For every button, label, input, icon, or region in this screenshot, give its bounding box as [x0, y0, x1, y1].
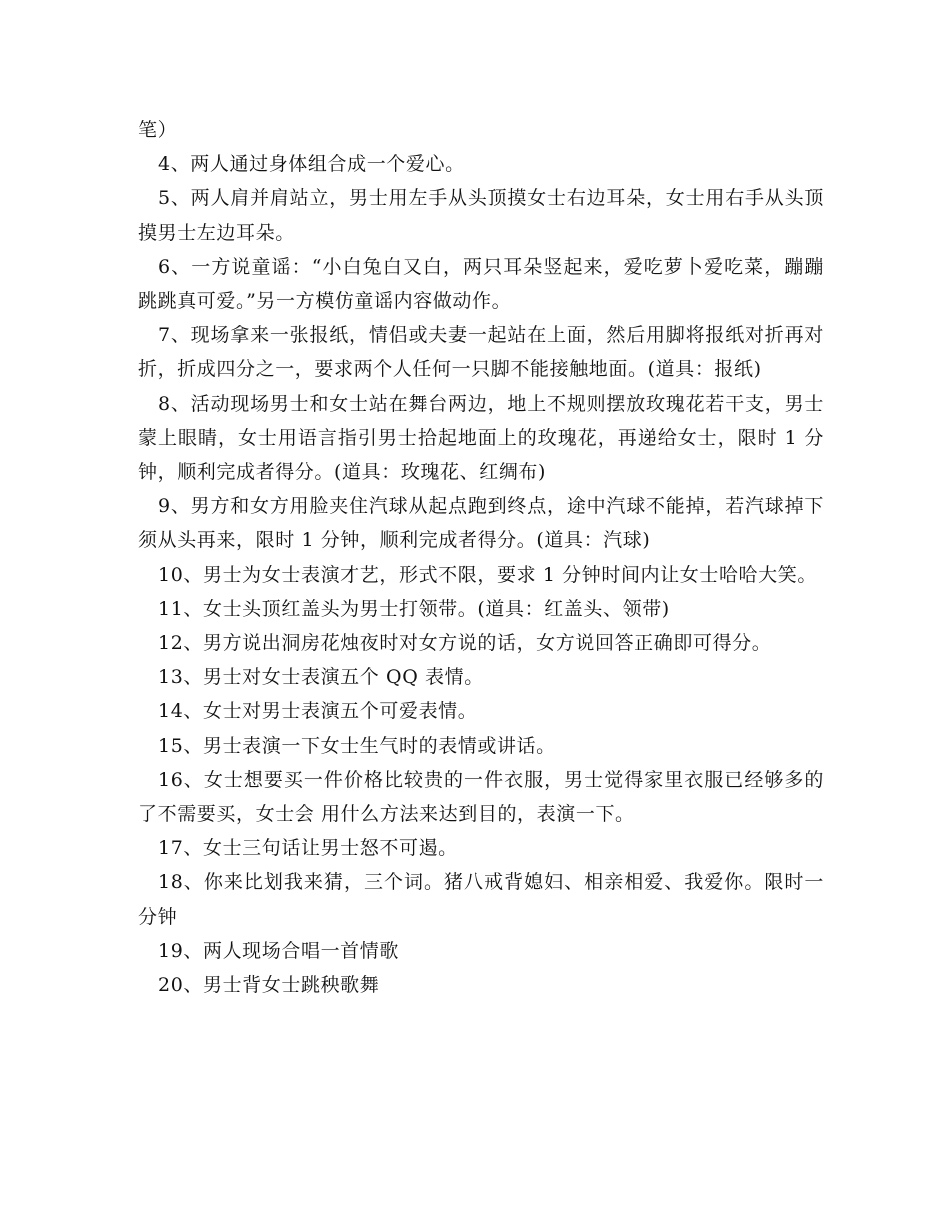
document-body: [138, 113, 824, 1002]
list-item-19: 19、两人现场合唱一首情歌: [158, 939, 399, 962]
list-item-14: 14、女士对男士表演五个可爱表情。: [158, 700, 478, 723]
list-item-4: 4、两人通过身体组合成一个爱心。: [158, 153, 465, 176]
list-item-11: 11、女士头顶红盖头为男士打领带。(道具：红盖头、领带): [158, 597, 670, 620]
list-item-8: 8、活动现场男士和女士站在舞台两边，地上不规则摆放玫瑰花若干支，男士蒙上眼睛，女士用语言指引男士拾起地面上的玫瑰花，再递给女士，限时 1 分 钟，顺利完成者得分。(道具：玫瑰花、红绸布): [138, 392, 824, 484]
list-item-5: 5、两人肩并肩站立，男士用左手从头顶摸女士右边耳朵，女士用右手从头顶摸男士左边耳朵。: [138, 187, 824, 244]
list-item-16: 16、女士想要买一件价格比较贵的一件衣服，男士觉得家里衣服已经够多的了不需要买，女士会 用什么方法来达到目的，表演一下。: [138, 768, 824, 826]
list-item-7: 7、现场拿来一张报纸，情侣或夫妻一起站在上面，然后用脚将报纸对折再对折，折成四分之一，要求两个人任何一只脚不能接触地面。(道具：报纸): [138, 324, 824, 381]
list-item-9: 9、男方和女方用脸夹住汽球从起点跑到终点，途中汽球不能掉，若汽球掉下须从头再来，限时 1 分钟，顺利完成者得分。(道具：汽球): [138, 495, 824, 552]
list-item-10: 10、男士为女士表演才艺，形式不限，要求 1 分钟时间内让女士哈哈大笑。: [158, 563, 817, 586]
list-item-15: 15、男士表演一下女士生气时的表情或讲话。: [158, 734, 556, 757]
list-item-13: 13、男士对女士表演五个 QQ 表情。: [158, 666, 484, 689]
list-item-12: 12、男方说出洞房花烛夜时对女方说的话，女方说回答正确即可得分。: [158, 632, 772, 655]
list-item-6: 6、一方说童谣：“小白兔白又白，两只耳朵竖起来，爱吃萝卜爱吃菜，蹦蹦跳跳真可爱。”另一方模仿童谣内容做动作。: [138, 255, 824, 313]
list-item-20: 20、男士背女士跳秧歌舞: [158, 974, 380, 997]
list-item-17: 17、女士三句话让男士怒不可遏。: [158, 837, 458, 860]
paragraph-continuation: 笔）: [138, 119, 178, 141]
list-item-18: 18、你来比划我来猜，三个词。猪八戒背媳妇、相亲相爱、我爱你。限时一分钟: [138, 871, 824, 928]
